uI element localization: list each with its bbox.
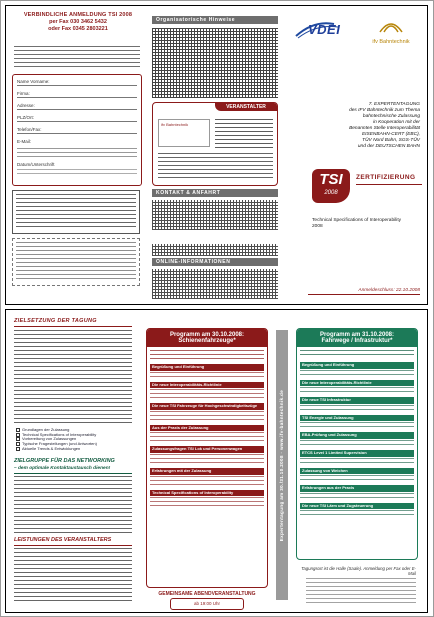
- fee-box: [12, 190, 140, 234]
- program-day1-item: Zulassungsfragen TSI Lok und Personenwagen: [150, 446, 264, 453]
- program-day1-title: Programm am 30.10.2008:: [169, 332, 245, 338]
- program-day2-item-text: [300, 422, 414, 430]
- program-day1-item-text: [150, 497, 264, 507]
- goal-bullet: [16, 447, 132, 452]
- target-group-text: [14, 476, 132, 534]
- tsi-logo: [312, 169, 350, 203]
- side-banner: [276, 330, 288, 600]
- program-day2-item-text: [300, 440, 414, 448]
- organisational-header: Organisatorische Hinweise: [152, 16, 278, 24]
- program-day2-title: Programm am 31.10.2008:: [319, 332, 395, 338]
- goal-heading: ZIELSETZUNG DER TAGUNG: [14, 318, 97, 324]
- program-day2-item-text: [300, 475, 414, 483]
- goal-bullet-text: Typische Fragestellungen (und Antworten): [22, 441, 97, 447]
- signature-line: [17, 169, 137, 175]
- program-day2-item-text: [300, 458, 414, 466]
- fee-options: [16, 194, 136, 230]
- program-day2-item: Erfahrungen aus der Praxis: [300, 485, 414, 492]
- bullet-box-icon: [16, 437, 20, 441]
- program-day2-list: [297, 358, 417, 520]
- program-day2-item: Zulassung von Weichen: [300, 468, 414, 475]
- program-day1-item-text: [150, 372, 264, 380]
- program-day2-item: EBA-Prüfung und Zulassung: [300, 432, 414, 439]
- program-day2-footer: Tagungsort ist die Halle (Saale). Anmeldung per Fax oder E-Mail: [301, 566, 416, 576]
- company-field[interactable]: Firma:: [17, 90, 137, 98]
- program-day2-item-text: [300, 493, 414, 501]
- program-day2-item-text: [300, 387, 414, 395]
- registration-header: [12, 12, 144, 34]
- anfahrt-text: [152, 244, 278, 256]
- veranstalter-logo: [158, 119, 210, 147]
- vdei-logo: [294, 16, 354, 42]
- fax-number-1: per Fax 030 3462 5432: [49, 19, 107, 25]
- program-day1-subtitle: Schienenfahrzeuge*: [178, 338, 236, 344]
- registration-form: [12, 74, 142, 186]
- kontakt-text: [152, 200, 278, 230]
- goal-bullet-text: Technical Specifications of Interoperability: [22, 431, 97, 437]
- tsi-subtitle: Technical Specifications of Interoperability 2008: [312, 218, 402, 229]
- certification-underline: [356, 184, 422, 185]
- certification-title: ZERTIFIZIERUNG: [356, 174, 416, 181]
- program-day2-item: ETCS Level 1 Limited Supervision: [300, 450, 414, 457]
- program-day2-item-text: [300, 510, 414, 518]
- bullet-box-icon: [16, 428, 20, 432]
- phone-fax-field[interactable]: Telefon/Fax:: [17, 126, 137, 134]
- consent-text: [17, 148, 137, 158]
- program-day1-item-text: [150, 454, 264, 466]
- bullet-box-icon: [16, 442, 20, 446]
- program-day2-subtitle: Fahrwege / Infrastruktur*: [321, 338, 393, 344]
- program-day1-item: Erfahrungen mit der Zulassung: [150, 468, 264, 475]
- program-day1-item-text: [150, 411, 264, 423]
- goal-underline: [14, 326, 132, 327]
- program-day2-header: [297, 329, 417, 347]
- tsi-logo-year: 2008: [324, 190, 338, 196]
- goal-text: [14, 330, 132, 426]
- goal-bullet-text: Vorbereitung von Zulassungen: [22, 436, 77, 442]
- organisational-text: [152, 28, 278, 98]
- program-day1-list: [147, 360, 267, 509]
- veranstalter-header: VERANSTALTER: [215, 103, 277, 111]
- program-day1-item: Aus der Praxis der Zulassung: [150, 425, 264, 432]
- registration-title: VERBINDLICHE ANMELDUNG TSI 2008: [23, 12, 133, 18]
- intro-line: des IFV Bahntechnik zum Thema: [349, 108, 420, 113]
- services-heading: LEISTUNGEN DES VERANSTALTERS: [14, 537, 112, 543]
- services-text: [14, 548, 132, 604]
- program-day2-item: Die neue TSI Infrastruktur: [300, 397, 414, 404]
- goal-bullet-text: Grundlagen der Zulassung: [22, 427, 70, 433]
- vdei-logo-text: VDEI: [308, 22, 341, 37]
- program-day2-item-text: [300, 370, 414, 378]
- evening-event-title: GEMEINSAME ABENDVERANSTALTUNG: [158, 591, 256, 597]
- intro-line: EISENBAHN-CERT (EBC),: [361, 132, 420, 137]
- venue-text: [306, 578, 416, 604]
- ifv-logo: [364, 16, 418, 46]
- veranstalter-logo-text: ifv Bahntechnik: [161, 122, 189, 127]
- veranstalter-address: [215, 119, 273, 149]
- goal-bullet-list: [16, 428, 132, 451]
- evening-event-text: ab 19:00 Uhr: [170, 598, 244, 610]
- program-day2-item: Die neue Interoperabilitäts-Richtlinie: [300, 380, 414, 387]
- flyer-page-front: [5, 5, 428, 305]
- target-group-subheading: – dem optimale Kontaktaustausch dienen!: [14, 466, 111, 471]
- accommodation-box: [12, 238, 140, 286]
- fax-number-2: oder Fax 0345 2803221: [48, 26, 108, 32]
- ifv-logo-arcs: [378, 16, 404, 34]
- registration-description: [14, 46, 140, 68]
- services-underline: [14, 545, 132, 546]
- address-field[interactable]: Adresse:: [17, 102, 137, 110]
- intro-line: Benannten Stelle Interoperabilität: [349, 126, 420, 131]
- program-day1-item: Begrüßung und Einführung: [150, 364, 264, 371]
- intro-line: in Kooperation mit der: [373, 120, 420, 125]
- bullet-box-icon: [16, 433, 20, 437]
- program-day1-item-text: [150, 389, 264, 401]
- program-day1-item: Technical Specifications of Interoperability: [150, 490, 264, 497]
- program-day2-item: Begrüßung und Einführung: [300, 362, 414, 369]
- name-field[interactable]: Name Vorname:: [17, 78, 137, 86]
- veranstalter-box: [152, 102, 278, 186]
- intro-line: TÜV Nord Bahn, SGS-TÜV: [362, 138, 420, 143]
- registration-deadline: Anmeldeschluss: 22.10.2008: [308, 288, 420, 295]
- intro-line: bahntechnische Zulassung: [362, 114, 420, 119]
- bullet-box-icon: [16, 447, 20, 451]
- kontakt-header: KONTAKT & ANFAHRT: [152, 189, 278, 197]
- program-day1: [146, 328, 268, 588]
- zip-city-field[interactable]: PLZ/Ort:: [17, 114, 137, 122]
- intro-line: 7. EXPERTENTAGUNG: [368, 102, 420, 107]
- veranstalter-details: [158, 153, 273, 181]
- ifv-logo-text: ifv Bahntechnik: [372, 39, 410, 45]
- program-day1-item: Die neue TSI Fahrzeuge für Hochgeschwindigkeitszüge: [150, 403, 264, 410]
- intro-line: und der DEUTSCHEN BAHN: [357, 144, 420, 149]
- program-day1-item: Die neue Interoperabilitäts-Richtlinie: [150, 382, 264, 389]
- program-day1-header: [147, 329, 267, 347]
- program-day2-intro: [300, 350, 414, 358]
- program-day2-item: Die neue TSI Lärm und Zugsteuerung: [300, 503, 414, 510]
- program-day1-item-text: [150, 476, 264, 488]
- tsi-logo-text: TSI: [319, 171, 343, 188]
- online-text: [152, 269, 278, 299]
- date-signature-field[interactable]: Datum/Unterschrift: [17, 162, 55, 167]
- program-day2: [296, 328, 418, 560]
- program-day2-item: TSI Energie und Zulassung: [300, 415, 414, 422]
- goal-bullet-text: Aktuelle Trends & Entwicklungen: [22, 445, 81, 451]
- online-header: ONLINE-INFORMATIONEN: [152, 258, 278, 266]
- email-field[interactable]: E-Mail:: [17, 139, 32, 144]
- program-day2-item-text: [300, 405, 414, 413]
- accommodation-text: [16, 242, 136, 282]
- intro-text: [302, 102, 420, 162]
- program-day1-item-text: [150, 432, 264, 444]
- side-banner-text: Expertentagung am 30./31.10.2008 · www.ifv-bahntechnik.de: [279, 389, 285, 541]
- target-group-heading: ZIELGRUPPE FÜR DAS NETWORKING: [14, 458, 115, 464]
- program-day1-intro: [150, 350, 264, 360]
- target-group-underline: [14, 473, 132, 474]
- flyer-page-inside: [5, 309, 428, 613]
